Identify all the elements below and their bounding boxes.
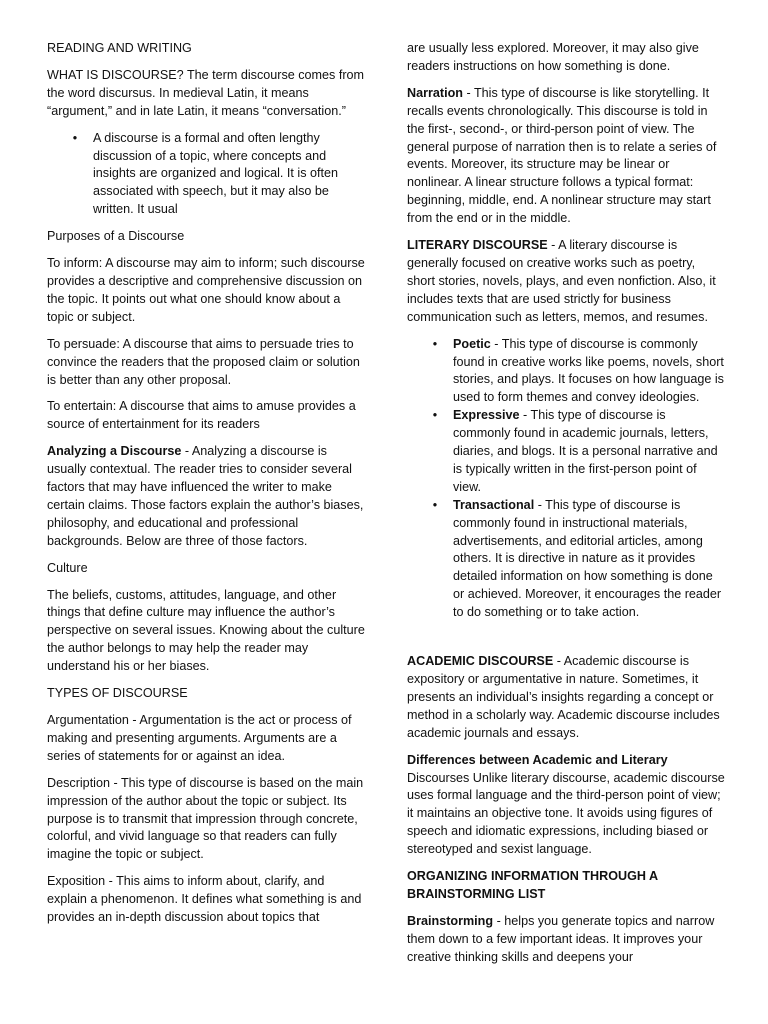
- types-heading: TYPES OF DISCOURSE: [47, 686, 188, 701]
- academic-paragraph: [407, 653, 725, 743]
- expressive-term: Expressive: [453, 408, 520, 423]
- transactional-text: - This type of discourse is commonly found in instructional materials, advertisements, and editorial articles, among others. It is directive in nature as it provides detailed information on how something is done or achieved. Moreover, it encourages the reader to do something or to take action.: [453, 497, 722, 620]
- differences-term: Differences between Academic and Literary: [407, 752, 668, 767]
- definition-list: [47, 130, 365, 220]
- literary-types-list: [407, 336, 725, 623]
- literary-paragraph: [407, 237, 725, 327]
- culture-paragraph: The beliefs, customs, attitudes, language, and other things that define culture may influence the author’s perspective on several issues. Knowing about the culture the author belongs to may help the reader may understand his or her biases.: [47, 587, 365, 674]
- organizing-heading: [407, 868, 725, 904]
- list-item: [407, 336, 725, 408]
- expressive-text: - This type of discourse is commonly found in academic journals, letters, diaries, and blogs. It is a personal narrative and is typically written in the first-person point of view.: [453, 408, 718, 494]
- argumentation-paragraph: Argumentation - Argumentation is the act or process of making and presenting arguments. Arguments are a series of statements for or against an idea.: [47, 713, 352, 763]
- narration-text: - This type of discourse is like storytelling. It recalls events chronologically. This discourse is told in the first-, second-, or third-person point of view. The general purpose of narration then is to relate a series of events. Moreover, its structure may be linear or nonlinear. A linear structure follows a typical format: beginning, middle, end. A nonlinear structure may start from the end or in the middle.: [407, 85, 717, 226]
- section-spacer: [407, 631, 725, 653]
- analyzing-paragraph: [47, 443, 365, 550]
- academic-text: - Academic discourse is expository or argumentative in nature. Sometimes, it presents an individual’s insights regarding a concept or method in a scholarly way. Academic discourse includes academic journals and essays.: [407, 654, 720, 740]
- bullet-icon: •: [72, 130, 78, 145]
- description-paragraph: Description - This type of discourse is based on the main impression of the author about the topic or subject. Its purpose is to transmit that impression through concrete, colorful, and vivid language so that readers can fully imagine the topic or subject.: [47, 775, 364, 862]
- organizing-heading-text: ORGANIZING INFORMATION THROUGH A BRAINSTORMING LIST: [407, 869, 658, 901]
- analyzing-text: - Analyzing a discourse is usually contextual. The reader tries to consider several factors that may have influenced the writer to make certain claims. Those factors explain the author’s biases, philosophy, and educational and professional backgrounds. Below are three of those factors.: [47, 444, 364, 548]
- right-column: [407, 40, 725, 976]
- bullet-icon: •: [432, 497, 438, 512]
- intro-paragraph: WHAT IS DISCOURSE? The term discourse comes from the word discursus. In medieval Latin, it means “argument,” and in late Latin, it means “conversation.”: [47, 67, 365, 118]
- list-item: [47, 130, 365, 220]
- brainstorming-term: Brainstorming: [407, 913, 494, 928]
- inform-paragraph: To inform: A discourse may aim to inform; such discourse provides a descriptive and comprehensive discussion on the topic. It points out what one should know about a topic or subject.: [47, 256, 365, 324]
- poetic-text: - This type of discourse is commonly found in creative works like poems, novels, short stories, and plays. It focuses on how language is used to form themes and convey ideologies.: [453, 336, 724, 405]
- left-column: [47, 40, 365, 936]
- differences-text: Discourses Unlike literary discourse, academic discourse uses formal language and the third-person point of view; it maintains an objective tone. It avoids using figures of speech and idiomatic expressions, including biased or stereotyped and sexist language.: [407, 770, 725, 857]
- list-item: [407, 497, 725, 622]
- persuade-paragraph: To persuade: A discourse that aims to persuade tries to convince the readers that the proposed claim or solution is better than any other proposal.: [47, 336, 360, 387]
- literary-term: LITERARY DISCOURSE: [407, 238, 548, 253]
- narration-term: Narration: [407, 85, 463, 100]
- bullet-icon: •: [432, 336, 438, 351]
- entertain-paragraph: To entertain: A discourse that aims to amuse provides a source of entertainment for its readers: [47, 399, 356, 432]
- narration-paragraph: [407, 85, 725, 228]
- analyzing-term: Analyzing a Discourse: [47, 444, 182, 459]
- academic-term: ACADEMIC DISCOURSE: [407, 654, 554, 669]
- brainstorming-text: - helps you generate topics and narrow them down to a few important ideas. It improves your creative thinking skills and deepens your: [407, 913, 715, 964]
- bullet-icon: •: [432, 408, 438, 423]
- literary-text: - A literary discourse is generally focused on creative works such as poetry, short stories, novels, plays, and even nonfiction. Also, it includes texts that are used strictly for business communication such as letters, memos, and resumes.: [407, 238, 716, 324]
- transactional-term: Transactional: [453, 497, 535, 512]
- exposition-paragraph: Exposition - This aims to inform about, clarify, and explain a phenomenon. It defines what something is and provides an in-depth discussion about topics that: [47, 874, 362, 925]
- culture-heading: Culture: [47, 560, 88, 575]
- document-title: READING AND WRITING: [47, 41, 192, 55]
- differences-paragraph: [407, 752, 725, 859]
- list-item-text: A discourse is a formal and often lengthy discussion of a topic, where concepts and insights are organized and logical. It is often associated with speech, but it may also be written. It usual: [93, 130, 339, 217]
- poetic-term: Poetic: [453, 336, 491, 351]
- brainstorming-paragraph: [407, 913, 725, 967]
- list-item: [407, 407, 725, 497]
- purposes-heading: Purposes of a Discourse: [47, 229, 185, 244]
- continued-paragraph: are usually less explored. Moreover, it may also give readers instructions on how something is done.: [407, 41, 699, 73]
